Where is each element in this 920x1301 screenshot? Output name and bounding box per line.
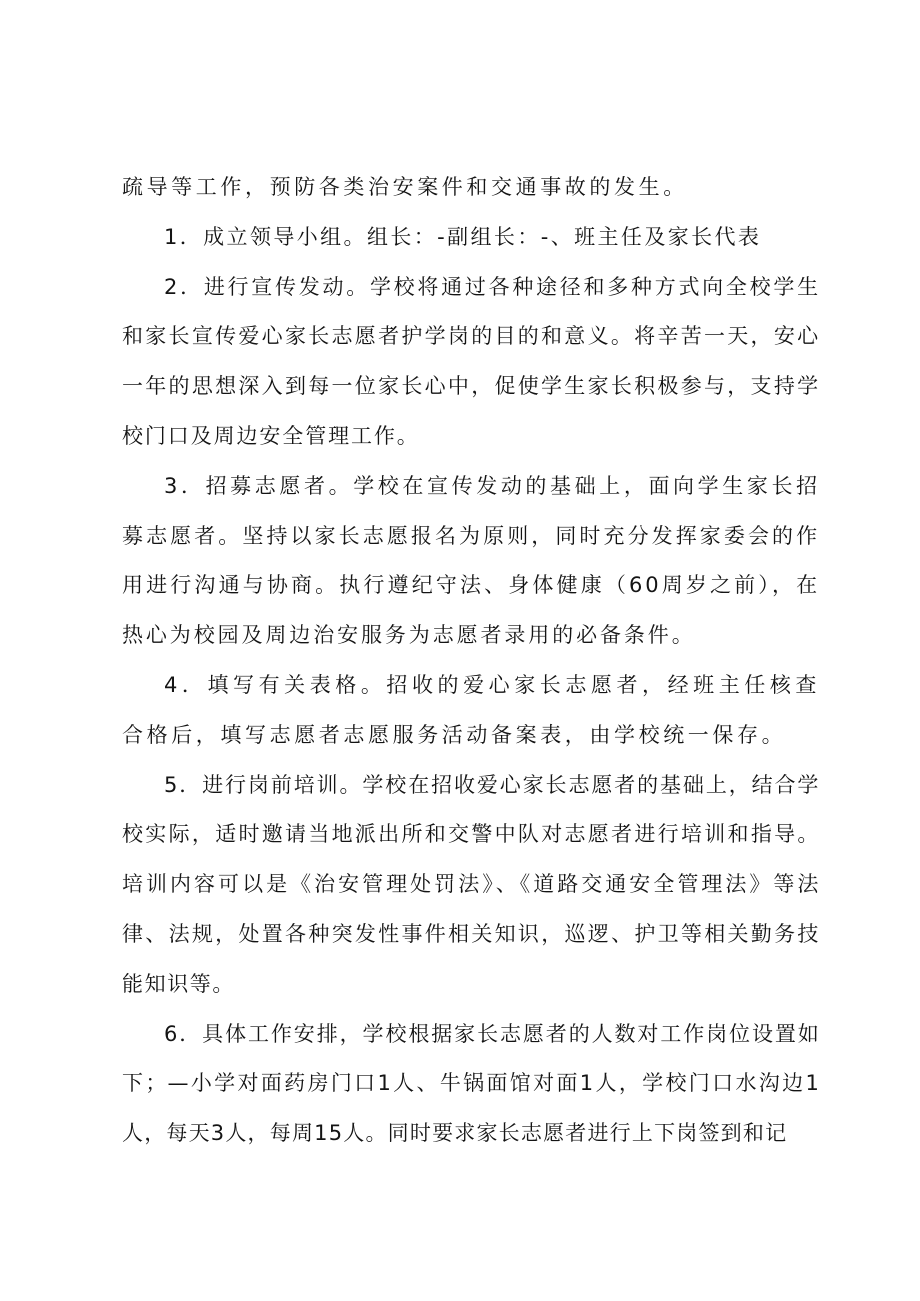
paragraph-item-3: 3．招募志愿者。学校在宣传发动的基础上，面向学生家长招募志愿者。坚持以家长志愿报名为原则，同时充分发挥家委会的作用进行沟通与协商。执行遵纪守法、身体健康（60周岁之前），在热心为校园及周边治安服务为志愿者录用的必备条件。 [122, 473, 820, 648]
paragraph-item-2: 2．进行宣传发动。学校将通过各种途径和多种方式向全校学生和家长宣传爱心家长志愿者护学岗的目的和意义。将辛苦一天，安心一年的思想深入到每一位家长心中，促使学生家长积极参与，支持学校门口及周边安全管理工作。 [122, 274, 820, 448]
paragraph-item-1: 1．成立领导小组。组长：-副组长：-、班主任及家长代表 [164, 224, 762, 249]
paragraph-item-4: 4．填写有关表格。招收的爱心家长志愿者，经班主任核查合格后，填写志愿者志愿服务活动备案表，由学校统一保存。 [122, 672, 820, 747]
paragraph-item-5: 5．进行岗前培训。学校在招收爱心家长志愿者的基础上，结合学校实际，适时邀请当地派出所和交警中队对志愿者进行培训和指导。培训内容可以是《治安管理处罚法》、《道路交通安全管理法》等法律、法规，处置各种突发性事件相关知识，巡逻、护卫等相关勤务技能知识等。 [122, 772, 820, 996]
paragraph-item-6: 6．具体工作安排，学校根据家长志愿者的人数对工作岗位设置如下；—小学对面药房门口1人、牛锅面馆对面1人，学校门口水沟边1人，每天3人，每周15人。同时要求家长志愿者进行上下岗签到和记 [122, 1021, 820, 1146]
document-body [122, 163, 820, 1159]
paragraph-continuation: 疏导等工作，预防各类治安案件和交通事故的发生。 [122, 175, 688, 199]
